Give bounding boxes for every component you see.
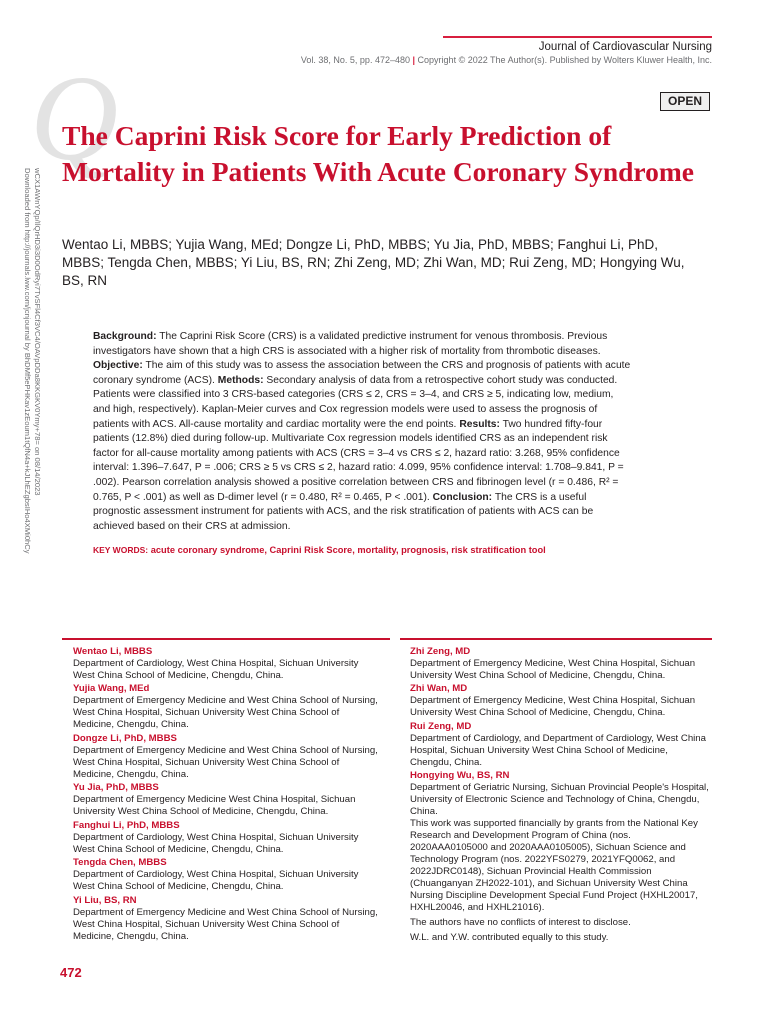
journal-name: Journal of Cardiovascular Nursing (538, 41, 712, 53)
background-text: The Caprini Risk Score (CRS) is a validated predictive instrument for venous thrombosis. Previous investigators have shown that a high CRS is associated with a higher risk of mortality from thrombotic diseases. (93, 331, 608, 357)
funding-note: This work was supported financially by grants from the National Key Research and Development Program of China (nos. 2020AAA0105000 and 2020AAA0105005), Sichuan Science and Technology Program (nos. 2022YFS0279, 2021YFQ0062, and 2022JDRC0148), Sichuan Provincial Health Commission (Chuanganyan ZH2022-101), and Sichuan University West China Nursing Discipline Development Special Fund Project (HXHL20017, HXHL20046, and HXHL21016). (410, 818, 698, 913)
affiliation-entry (410, 721, 710, 769)
affiliation-name: Hongying Wu, BS, RN (410, 770, 510, 781)
meta-separator: | (412, 55, 416, 65)
affiliation-entry (73, 683, 381, 731)
affiliation-dept: Department of Emergency Medicine and West China School of Nursing, West China Hospital, Sichuan University West China School of Medicine, Chengdu, China. (73, 906, 378, 942)
affiliation-dept: Department of Cardiology, West China Hospital, Sichuan University West China School of Medicine, Chengdu, China. (73, 869, 359, 892)
affiliation-name: Zhi Wan, MD (410, 683, 468, 694)
affiliation-entry (73, 733, 381, 781)
affiliations-rule-right (400, 638, 712, 640)
affiliations-left-column (73, 644, 381, 943)
affiliation-entry (73, 895, 381, 943)
affiliation-name: Tengda Chen, MBBS (73, 857, 167, 868)
conflicts-note: The authors have no conflicts of interest to disclose. (410, 917, 631, 928)
affiliation-entry (73, 782, 381, 818)
affiliation-dept: Department of Emergency Medicine, West China Hospital, Sichuan University West China School of Medicine, Chengdu, China. (410, 695, 696, 718)
volume-info: Vol. 38, No. 5, pp. 472–480 (300, 55, 410, 65)
affiliation-dept: Department of Emergency Medicine West China Hospital, Sichuan University West China School of Medicine, Chengdu, China. (73, 794, 356, 817)
copyright-info: Copyright © 2022 The Author(s). Published by Wolters Kluwer Health, Inc. (417, 55, 712, 65)
affiliation-dept: Department of Cardiology, and Department of Cardiology, West China Hospital, Sichuan University West China School of Medicine, Chengdu, China. (410, 732, 706, 768)
background-label: Background: (93, 331, 157, 342)
results-text: Two hundred fifty-four patients (12.8%) died during follow-up. Multivariate Cox regression models identified CRS as an independent risk factor for all-cause mortality among patients with ACS (CRS = 3–4 vs CRS ≤ 2, hazard ratio: 3.268, 95% confidence interval: 1.396–7.647, P = .006; CRS ≥ 5 vs CRS ≤ 2, hazard ratio: 4.099, 95% confidence interval: 1.708–9.841, P = .002). Pearson correlation analysis showed a positive correlation between CRS and fibrinogen level (r = 0.486, R² = 0.765, P < .001) as well as D-dimer level (r = 0.480, R² = 0.465, P < .001). (93, 418, 624, 503)
results-label: Results: (459, 418, 500, 430)
affiliation-dept: Department of Cardiology, West China Hospital, Sichuan University West China School of Medicine, Chengdu, China. (73, 657, 359, 681)
affiliation-entry (410, 646, 710, 682)
keywords (93, 545, 653, 555)
contribution-note: W.L. and Y.W. contributed equally to this study. (410, 932, 609, 943)
affiliation-name: Yu Jia, PhD, MBBS (73, 782, 159, 793)
affiliation-dept: Department of Emergency Medicine and West China School of Nursing, West China Hospital, Sichuan University West China School of Medicine, Chengdu, China. (73, 695, 378, 730)
affiliation-entry (410, 770, 710, 818)
conclusion-text: The CRS is a useful prognostic assessment instrument for patients with ACS, and the risk stratification of patients with ACS can be achieved based on their CRS at admission. (93, 491, 594, 532)
affiliation-name: Rui Zeng, MD (410, 720, 472, 732)
affiliations-right-column (410, 644, 710, 944)
side-note-line-2: wCX1AWnYQp/IlQrHD3i3D0OdRyi7TvSFl4Cf3VC4/OAVpDDa8KKGKV0Ymy+78= on 08/14/2023 (33, 168, 42, 496)
affiliation-name: Fanghui Li, PhD, MBBS (73, 819, 180, 831)
keywords-label: KEY WORDS: (93, 545, 149, 555)
affiliation-name: Zhi Zeng, MD (410, 645, 471, 657)
affiliation-entry (73, 820, 381, 856)
affiliation-entry (73, 646, 381, 682)
header-rule (443, 36, 712, 38)
affiliation-name: Dongze Li, PhD, MBBS (73, 732, 177, 744)
journal-meta (301, 55, 712, 65)
conclusion-label: Conclusion: (432, 491, 493, 503)
affiliation-dept: Department of Geriatric Nursing, Sichuan Provincial People's Hospital, University of Electronic Science and Technology of China, Chengdu, China. (410, 782, 709, 817)
affiliation-entry (410, 683, 710, 719)
page-number: 472 (60, 965, 82, 980)
article-title: The Caprini Risk Score for Early Prediction of Mortality in Patients With Acute Coronary Syndrome (62, 120, 694, 187)
journal-logo-watermark: Q (30, 51, 119, 186)
objective-label: Objective: (93, 360, 143, 372)
objective-text: The aim of this study was to assess the association between the CRS and prognosis of patients with acute coronary syndrome (ACS). (93, 360, 631, 386)
download-side-note (16, 168, 44, 618)
affiliation-name: Yi Liu, BS, RN (73, 894, 137, 906)
affiliation-dept: Department of Emergency Medicine, West China Hospital, Sichuan University West China School of Medicine, Chengdu, China. (410, 657, 696, 681)
abstract (93, 330, 633, 534)
methods-text: Secondary analysis of data from a retrospective cohort study was conducted. Patients were classified into 3 CRS-based categories (CRS ≤ 2, CRS = 3–4, and CRS ≥ 5, indicating low, medium, and high, respectively). Kaplan-Meier curves and Cox regression models were used to assess the prognosis of patients with ACS. All-cause mortality and cardiac mortality were the end points. (93, 374, 618, 430)
affiliation-dept: Department of Emergency Medicine and West China School of Nursing, West China Hospital, Sichuan University West China School of Medicine, Chengdu, China. (73, 744, 378, 780)
affiliation-name: Yujia Wang, MEd (73, 683, 150, 694)
keywords-text: acute coronary syndrome, Caprini Risk Score, mortality, prognosis, risk stratification tool (150, 545, 546, 555)
affiliation-name: Wentao Li, MBBS (73, 645, 153, 657)
open-access-badge: OPEN (660, 92, 710, 111)
affiliation-dept: Department of Cardiology, West China Hospital, Sichuan University West China School of Medicine, Chengdu, China. (73, 831, 359, 855)
affiliations-rule-left (62, 638, 390, 640)
affiliation-entry (73, 857, 381, 893)
author-list: Wentao Li, MBBS; Yujia Wang, MEd; Dongze Li, PhD, MBBS; Yu Jia, PhD, MBBS; Fanghui Li, PhD, MBBS; Tengda Chen, MBBS; Yi Liu, BS, RN; Zhi Zeng, MD; Zhi Wan, MD; Rui Zeng, MD; Hongying Wu, BS, RN (62, 237, 685, 288)
side-note-line-1: Downloaded from http://journals.lww.com/jcnjournal by BhDMf5ePHKav1zEoum1tQfN4a+kJLhEZgbsIHo4XMi0hCy (23, 168, 32, 554)
methods-label: Methods: (217, 374, 264, 386)
